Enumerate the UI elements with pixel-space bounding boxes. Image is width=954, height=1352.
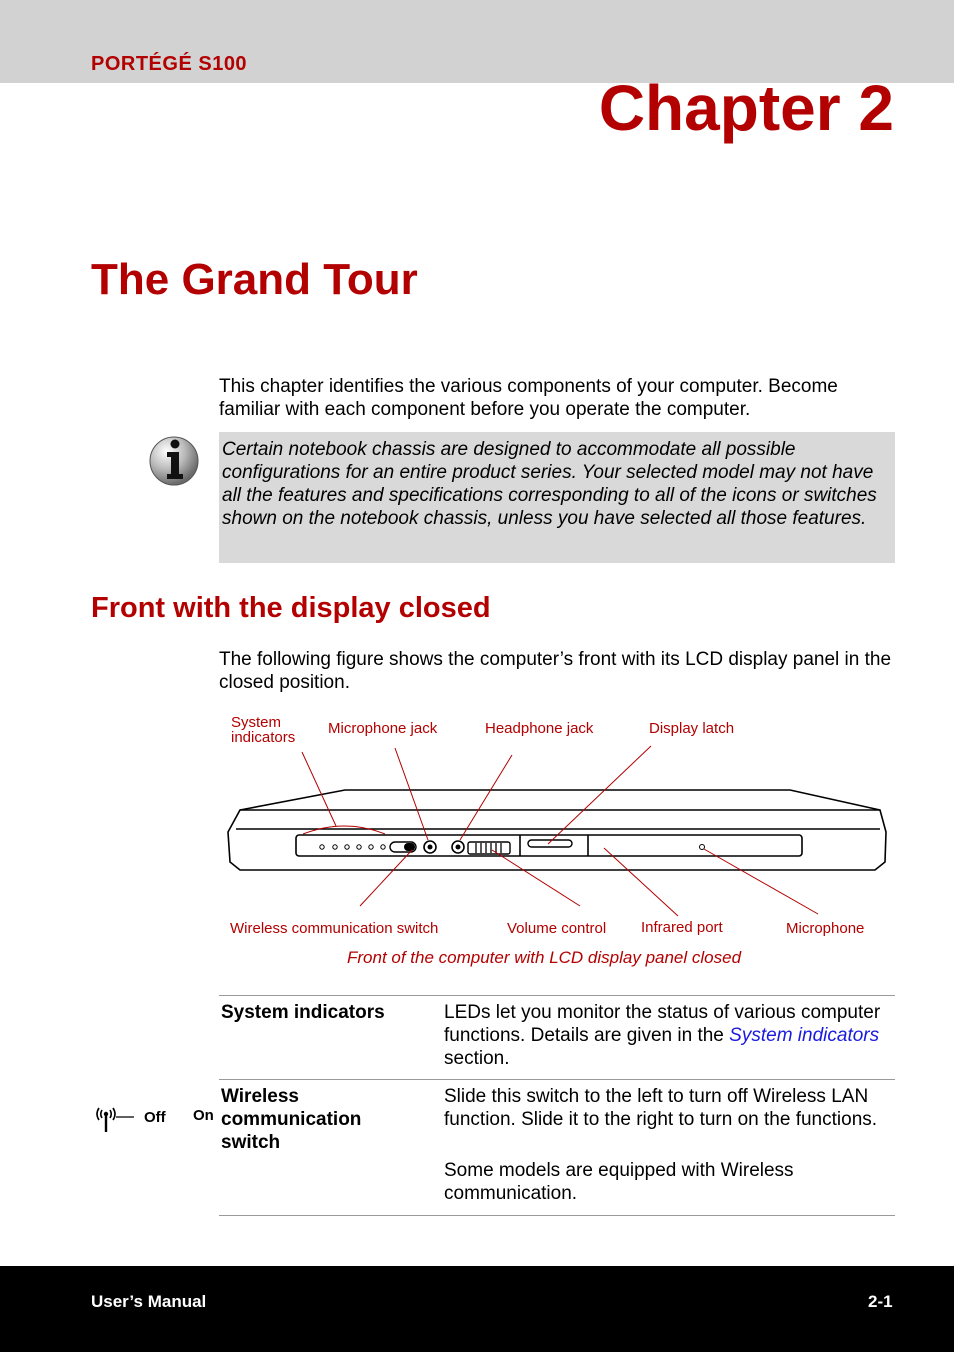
note-text: Certain notebook chassis are designed to accommodate all possible configurations for an entire product series. Your selected model may not have all the features and specifications corresponding to all of the icons or switches shown on the notebook chassis, unless you have selected all those features. — [222, 439, 877, 529]
label-microphone: Microphone — [786, 920, 865, 937]
page-number: 2-1 — [868, 1292, 893, 1311]
footer-manual-title: User’s Manual — [91, 1292, 207, 1311]
laptop-body — [228, 790, 886, 870]
table-rule-bottom — [219, 1215, 895, 1216]
term-system-indicators: System indicators — [221, 1002, 385, 1023]
label-display-latch: Display latch — [649, 720, 735, 737]
term-wireless-switch: Wireless communication switch — [221, 1086, 362, 1153]
label-microphone-jack: Microphone jack — [328, 720, 438, 737]
page-title: The Grand Tour — [91, 255, 418, 304]
desc-wireless-switch-1: Slide this switch to the left to turn off Wireless LAN function. Slide it to the right to turn on the functions. — [444, 1086, 878, 1130]
desc-system-indicators: LEDs let you monitor the status of various computer functions. Details are given in the System indicators section. — [444, 1002, 881, 1069]
desc-wireless-switch-2: Some models are equipped with Wireless communication. — [444, 1160, 794, 1204]
system-indicator-leds — [320, 845, 385, 849]
system-indicators-link[interactable]: System indicators — [729, 1025, 880, 1046]
section-heading: Front with the display closed — [91, 592, 491, 624]
product-name: PORTÉGÉ S100 — [91, 53, 248, 75]
intro-paragraph: This chapter identifies the various components of your computer. Become familiar with each component before you operate the computer. — [219, 376, 838, 420]
label-wireless-switch: Wireless communication switch — [230, 920, 439, 937]
table-rule-top — [219, 995, 895, 996]
switch-on-label: On — [193, 1107, 214, 1124]
microphone-hole — [700, 845, 705, 850]
label-infrared-port: Infrared port — [641, 919, 723, 936]
section-paragraph: The following figure shows the computer’s front with its LCD display panel in the closed position. — [219, 649, 892, 693]
figure-caption: Front of the computer with LCD display panel closed — [347, 948, 742, 967]
label-headphone-jack: Headphone jack — [485, 720, 594, 737]
volume-control — [468, 842, 510, 854]
switch-off-label: Off — [144, 1109, 166, 1126]
table-rule-middle — [219, 1079, 895, 1080]
chapter-title: Chapter 2 — [598, 72, 894, 144]
label-system-indicators-line2: indicators — [231, 729, 296, 746]
display-latch — [528, 840, 572, 847]
callout-lines — [302, 746, 818, 916]
label-system-indicators-line1: System — [231, 714, 282, 731]
wireless-switch-icon — [92, 1104, 222, 1136]
label-volume-control: Volume control — [507, 920, 607, 937]
